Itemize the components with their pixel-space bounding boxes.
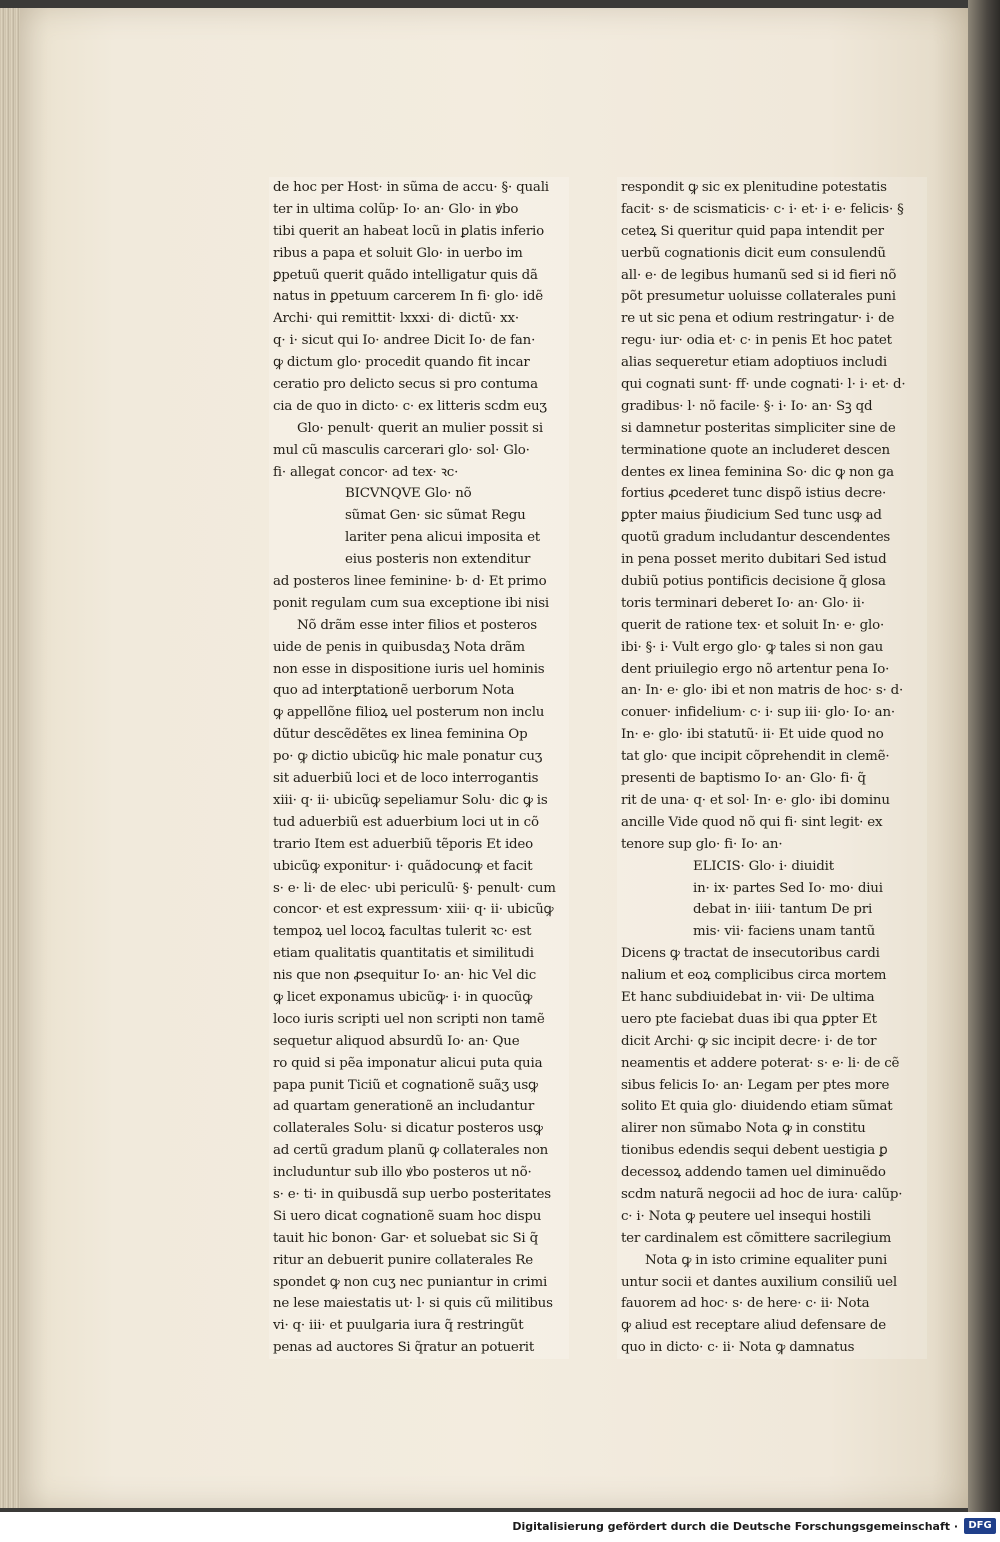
book-spine xyxy=(968,0,1000,1512)
text-line: tat glo· que incipit cõprehendit in clemẽ· xyxy=(621,749,890,765)
text-line: ribus a papa et soluit Glo· in uerbo im xyxy=(273,245,523,261)
text-line: non esse in dispositione iuris uel hominis xyxy=(273,661,545,677)
text-line: an· In· e· glo· ibi et non matris de hoc· s· d· xyxy=(621,683,904,699)
text-line: lariter pena alicui imposita et xyxy=(345,530,540,546)
text-line: tud aduerbiũ est aduerbium loci ut in cõ xyxy=(273,814,539,830)
text-line: uero pte faciebat duas ibi qua ꝑpter Et xyxy=(621,1011,877,1027)
text-line: decessoꝝ addendo tamen uel diminuẽdo xyxy=(621,1165,886,1181)
text-line: presenti de baptismo Io· an· Glo· fi· q̃ xyxy=(621,771,866,787)
text-line: nalium et eoꝝ complicibus circa mortem xyxy=(621,968,887,984)
text-line: regu· iur· odia et· c· in penis Et hoc patet xyxy=(621,333,892,349)
text-line: In· e· glo· ibi statutũ· ii· Et uide quod no xyxy=(621,727,884,743)
text-line: s· e· ti· in quibusdã sup uerbo posteritates xyxy=(273,1186,551,1202)
text-line: ꝑpter maius p̃iudicium Sed tunc usꝙ ad xyxy=(621,508,882,524)
text-line: fortius ꝓcederet tunc dispõ istius decre· xyxy=(621,486,887,502)
text-line: ubicũꝙ exponitur· i· quãdocunꝙ et facit xyxy=(273,858,533,874)
text-line: in· ix· partes Sed Io· mo· diui xyxy=(693,880,883,896)
text-line: gradibus· l· nõ facile· §· i· Io· an· Sꝫ qd xyxy=(621,398,873,414)
text-line: concor· et est expressum· xiii· q· ii· ubicũꝙ xyxy=(273,902,554,918)
text-line: de hoc per Host· in sũma de accu· §· quali xyxy=(273,180,549,195)
text-line: ad certũ gradum planũ ꝙ collaterales non xyxy=(273,1143,549,1159)
text-line: nis que non ꝓsequitur Io· an· hic Vel dic xyxy=(273,968,536,984)
text-line: etiam qualitatis quantitatis et similitudi xyxy=(273,946,534,962)
text-line: ꝑpetuũ querit quãdo intelligatur quis dã xyxy=(273,267,538,283)
text-line: uerbũ cognationis dicit eum consulendũ xyxy=(621,245,886,261)
text-line: sequetur aliquod absurdũ Io· an· Que xyxy=(273,1033,520,1049)
text-line: ad quartam generationẽ an includantur xyxy=(273,1099,535,1115)
text-line: ritur an debuerit punire collaterales Re xyxy=(273,1252,533,1268)
text-line: cia de quo in dicto· c· ex litteris scdm euʒ xyxy=(273,398,547,414)
text-line: ceteꝝ Si queritur quid papa intendit per xyxy=(621,223,884,239)
text-line: ibi· §· i· Vult ergo glo· ꝙ tales si non gau xyxy=(621,639,884,655)
text-line: ꝙ appellõne filioꝝ uel posterum non inclu xyxy=(273,705,545,721)
text-line: quo ad interꝑtationẽ uerborum Nota xyxy=(273,683,515,699)
text-line: alirer non sũmabo Nota ꝙ in constitu xyxy=(621,1121,866,1137)
text-line: loco iuris scripti uel non scripti non tamẽ xyxy=(273,1011,545,1027)
text-line: rit de una· q· et sol· In· e· glo· ibi dominu xyxy=(621,792,890,808)
text-line: dũtur descẽdẽtes ex linea feminina Op xyxy=(273,727,528,743)
text-line: ro quid si pẽa imponatur alicui puta quia xyxy=(273,1055,543,1071)
text-line: quo in dicto· c· ii· Nota ꝙ damnatus xyxy=(621,1340,855,1356)
text-line: ter cardinalem est cõmittere sacrilegium xyxy=(621,1230,892,1246)
text-line: mul cũ masculis carcerari glo· sol· Glo· xyxy=(273,442,530,458)
text-line: collaterales Solu· si dicatur posteros usꝙ xyxy=(273,1121,543,1137)
right-text-column xyxy=(617,177,927,1359)
text-line: alias sequeretur etiam adoptiuos includi xyxy=(621,355,887,371)
text-line: terminatione quote an includeret descen xyxy=(621,442,890,458)
text-line: tibi querit an habeat locũ in ꝑlatis inferio xyxy=(273,223,544,239)
text-line: ancille Vide quod nõ qui fi· sint legit· ex xyxy=(621,814,883,830)
left-text-column xyxy=(269,177,569,1359)
text-line: Dicens ꝙ tractat de insecutoribus cardi xyxy=(621,946,880,962)
text-line: neamentis et addere poterat· s· e· li· de cẽ xyxy=(621,1055,900,1071)
text-line: põt presumetur uoluisse collaterales puni xyxy=(621,289,896,305)
text-line: tionibus edendis sequi debent uestigia ꝑ xyxy=(621,1143,888,1159)
text-line: Glo· penult· querit an mulier possit si xyxy=(297,420,543,436)
text-line: includuntur sub illo ꝟbo posteros ut nõ· xyxy=(273,1165,532,1181)
text-line: respondit ꝙ sic ex plenitudine potestatis xyxy=(621,180,887,195)
text-line: ꝙ licet exponamus ubicũꝙ· i· in quocũꝙ xyxy=(273,989,533,1005)
text-line: sit aduerbiũ loci et de loco interrogantis xyxy=(273,771,539,787)
text-line: xiii· q· ii· ubicũꝙ sepeliamur Solu· dic ꝙ is xyxy=(273,792,548,808)
text-line: ne lese maiestatis ut· l· si quis cũ militibus xyxy=(273,1296,553,1312)
text-line: trario Item est aduerbiũ tẽporis Et ideo xyxy=(273,836,533,852)
text-line: fauorem ad hoc· s· de here· c· ii· Nota xyxy=(621,1296,870,1312)
text-line: natus in ꝑpetuum carcerem In fi· glo· idẽ xyxy=(273,289,544,305)
text-line: ter in ultima colũp· Io· an· Glo· in ꝟbo xyxy=(273,201,519,217)
text-line: si damnetur posteritas simpliciter sine de xyxy=(621,420,896,436)
text-line: Nota ꝙ in isto crimine equaliter puni xyxy=(645,1252,888,1268)
text-line: querit de ratione tex· et soluit In· e· glo· xyxy=(621,617,885,633)
text-line: scdm naturã negocii ad hoc de iura· calũp· xyxy=(621,1186,903,1202)
text-line: eius posteris non extenditur xyxy=(345,552,531,568)
text-line: papa punit Ticiũ et cognationẽ suãʒ usꝙ xyxy=(273,1077,538,1093)
text-line: q· i· sicut qui Io· andree Dicit Io· de fan· xyxy=(273,333,536,349)
text-line: penas ad auctores Si q̃ratur an potuerit xyxy=(273,1340,535,1356)
text-line: s· e· li· de elec· ubi periculũ· §· penult· cum xyxy=(273,880,556,896)
text-line: ponit regulam cum sua exceptione ibi nisi xyxy=(273,595,549,611)
text-line: in pena posset merito dubitari Sed istud xyxy=(621,552,887,568)
text-line: sibus felicis Io· an· Legam per ptes more xyxy=(621,1077,890,1093)
text-line: dent priuilegio ergo nõ artentur pena Io· xyxy=(621,661,890,677)
page-edges xyxy=(0,8,22,1508)
text-line: dubiũ potius pontificis decisione q̃ glosa xyxy=(621,574,886,590)
dfg-logo-icon: DFG xyxy=(964,1518,996,1534)
text-line: toris terminari deberet Io· an· Glo· ii· xyxy=(621,595,865,611)
text-line: mis· vii· faciens unam tantũ xyxy=(693,924,875,940)
text-line: ELICIS· Glo· i· diuidit xyxy=(693,858,834,874)
text-line: facit· s· de scismaticis· c· i· et· i· e· felicis· § xyxy=(621,201,904,217)
text-line: debat in· iiii· tantum De pri xyxy=(693,902,873,918)
text-line: re ut sic pena et odium restringatur· i· de xyxy=(621,311,895,327)
text-line: qui cognati sunt· ff· unde cognati· l· i· et· d· xyxy=(621,377,906,393)
text-line: tenore sup glo· fi· Io· an· xyxy=(621,836,783,852)
text-line: Et hanc subdiuidebat in· vii· De ultima xyxy=(621,989,875,1005)
text-line: tempoꝝ uel locoꝝ facultas tulerit ꝛc· est xyxy=(273,924,532,940)
text-line: tauit hic bonon· Gar· et soluebat sic Si q̃ xyxy=(273,1230,538,1246)
text-line: conuer· infidelium· c· i· sup iii· glo· Io· an· xyxy=(621,705,895,721)
text-line: ceratio pro delicto secus si pro contuma xyxy=(273,377,538,393)
text-line: Si uero dicat cognationẽ suam hoc dispu xyxy=(273,1208,542,1224)
text-line: quotũ gradum includantur descendentes xyxy=(621,530,891,546)
text-line: uide de penis in quibusdaʒ Nota drãm xyxy=(273,639,525,655)
text-line: spondet ꝙ non cuʒ nec puniantur in crimi xyxy=(273,1274,548,1290)
text-line: po· ꝙ dictio ubicũꝙ hic male ponatur cuʒ xyxy=(273,749,543,765)
text-line: ꝙ dictum glo· procedit quando fit incar xyxy=(273,355,530,371)
text-line: dicit Archi· ꝙ sic incipit decre· i· de tor xyxy=(621,1033,877,1049)
text-line: fi· allegat concor· ad tex· ꝛc· xyxy=(273,464,459,480)
text-line: c· i· Nota ꝙ peutere uel insequi hostili xyxy=(621,1208,871,1224)
text-line: ꝙ aliud est receptare aliud defensare de xyxy=(621,1318,886,1334)
text-line: all· e· de legibus humanũ sed si id fieri nõ xyxy=(621,267,897,283)
footer-bar xyxy=(0,1512,1000,1542)
text-line: Nõ drãm esse inter filios et posteros xyxy=(297,617,537,633)
text-line: sũmat Gen· sic sũmat Regu xyxy=(345,508,526,524)
text-line: Archi· qui remittit· lxxxi· di· dictũ· xx· xyxy=(273,311,519,327)
text-line: BICVNQVE Glo· nõ xyxy=(345,486,472,502)
text-line: dentes ex linea feminina So· dic ꝙ non ga xyxy=(621,464,894,480)
text-line: ad posteros linee feminine· b· d· Et primo xyxy=(273,574,547,590)
text-line: solito Et quia glo· diuidendo etiam sũmat xyxy=(621,1099,893,1115)
text-line: untur socii et dantes auxilium consiliũ uel xyxy=(621,1274,897,1290)
text-line: vi· q· iii· et puulgaria iura q̃ restringũt xyxy=(273,1318,524,1334)
footer-credit: Digitalisierung gefördert durch die Deutsche Forschungsgemeinschaft · xyxy=(512,1520,958,1533)
